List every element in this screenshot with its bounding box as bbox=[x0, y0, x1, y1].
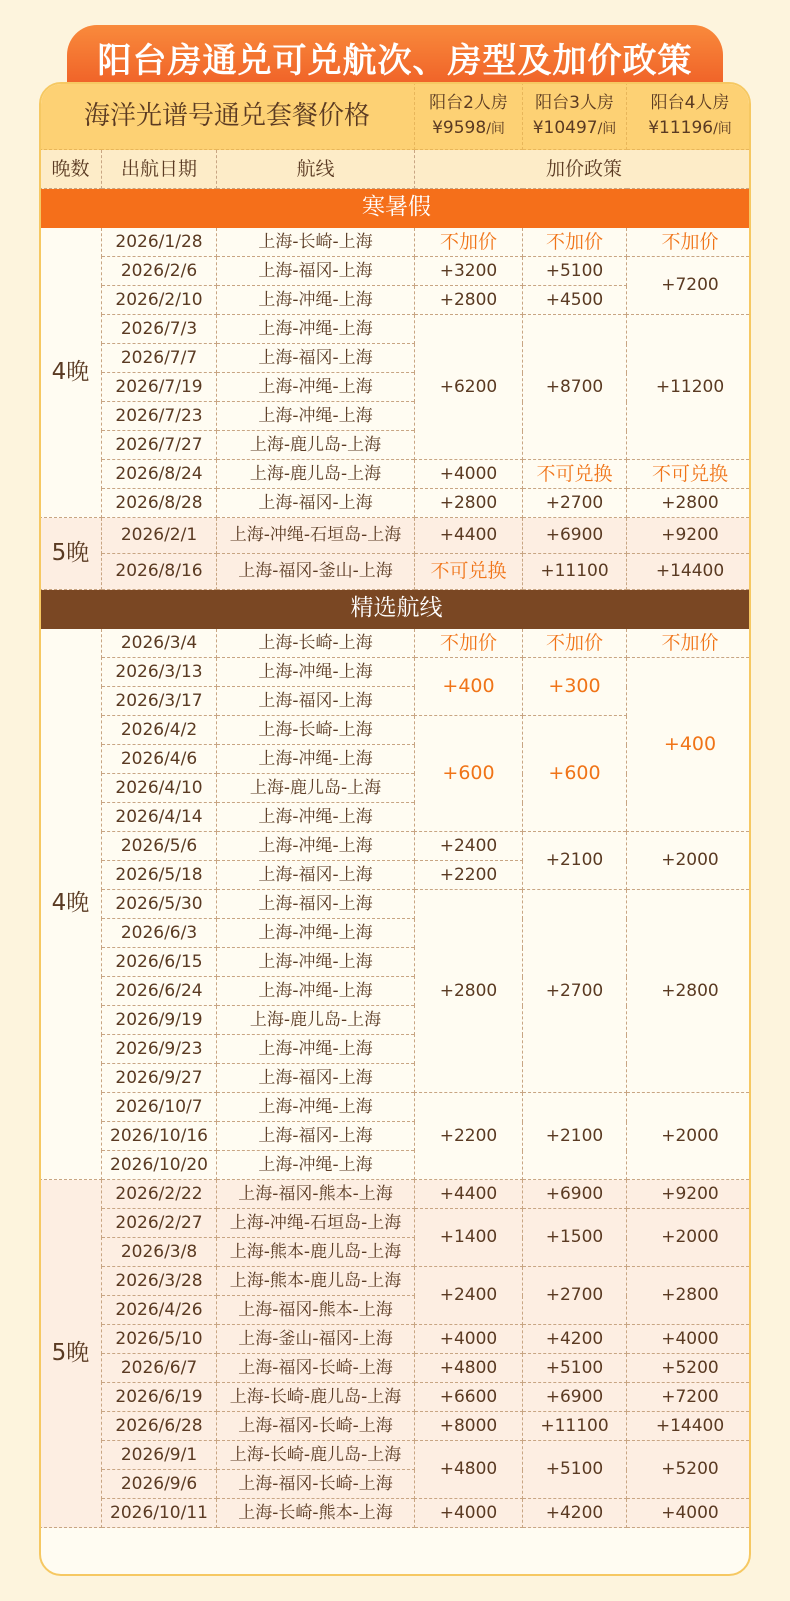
route-cell: 上海-熊本-鹿儿岛-上海 bbox=[217, 1267, 415, 1296]
price-cell: +6900 bbox=[523, 518, 627, 554]
table-row bbox=[40, 460, 752, 489]
header-date: 出航日期 bbox=[102, 150, 217, 189]
price-cell: +2800 bbox=[415, 489, 523, 518]
page-title: 阳台房通兑可兑航次、房型及加价政策 bbox=[97, 41, 693, 81]
price-cell: +2100 bbox=[523, 832, 627, 890]
header-nights: 晚数 bbox=[40, 150, 102, 189]
price-cell: +11100 bbox=[523, 554, 627, 590]
table-row bbox=[40, 257, 752, 286]
date-cell: 2026/10/20 bbox=[102, 1151, 217, 1180]
table-row bbox=[40, 1093, 752, 1122]
date-cell: 2026/9/27 bbox=[102, 1064, 217, 1093]
date-cell: 2026/7/27 bbox=[102, 431, 217, 460]
date-cell: 2026/10/7 bbox=[102, 1093, 217, 1122]
price-cell: 不可兑换 bbox=[523, 460, 627, 489]
route-cell: 上海-冲绳-石垣岛-上海 bbox=[217, 1209, 415, 1238]
date-cell: 2026/4/14 bbox=[102, 803, 217, 832]
route-cell: 上海-福冈-长崎-上海 bbox=[217, 1412, 415, 1441]
price-cell: 不加价 bbox=[627, 629, 752, 658]
price-cell: 不加价 bbox=[523, 228, 627, 257]
date-cell: 2026/4/6 bbox=[102, 745, 217, 774]
price-cell: +8700 bbox=[523, 315, 627, 460]
table-row bbox=[40, 489, 752, 518]
route-cell: 上海-釜山-福冈-上海 bbox=[217, 1325, 415, 1354]
table-row bbox=[40, 1325, 752, 1354]
table-row bbox=[40, 1267, 752, 1296]
price-cell: +4800 bbox=[415, 1441, 523, 1499]
date-cell: 2026/6/24 bbox=[102, 977, 217, 1006]
route-cell: 上海-冲绳-石垣岛-上海 bbox=[217, 518, 415, 554]
date-cell: 2026/5/6 bbox=[102, 832, 217, 861]
nights-cell: 4晚 bbox=[40, 228, 102, 518]
date-cell: 2026/4/10 bbox=[102, 774, 217, 803]
price-cell: +4200 bbox=[523, 1325, 627, 1354]
date-cell: 2026/9/19 bbox=[102, 1006, 217, 1035]
table-row bbox=[40, 658, 752, 687]
date-cell: 2026/1/28 bbox=[102, 228, 217, 257]
price-cell: +6200 bbox=[415, 315, 523, 460]
route-cell: 上海-冲绳-上海 bbox=[217, 803, 415, 832]
route-cell: 上海-福冈-熊本-上海 bbox=[217, 1180, 415, 1209]
price-cell: +2000 bbox=[627, 832, 752, 890]
route-cell: 上海-长崎-上海 bbox=[217, 716, 415, 745]
route-cell: 上海-冲绳-上海 bbox=[217, 832, 415, 861]
date-cell: 2026/8/24 bbox=[102, 460, 217, 489]
table-row bbox=[40, 315, 752, 344]
route-cell: 上海-长崎-上海 bbox=[217, 629, 415, 658]
price-cell: +5200 bbox=[627, 1354, 752, 1383]
price-cell: +14400 bbox=[627, 554, 752, 590]
date-cell: 2026/4/2 bbox=[102, 716, 217, 745]
table-row bbox=[40, 1209, 752, 1238]
price-cell: +2800 bbox=[627, 1267, 752, 1325]
price-cell: +14400 bbox=[627, 1412, 752, 1441]
date-cell: 2026/8/16 bbox=[102, 554, 217, 590]
price-cell: +2400 bbox=[415, 832, 523, 861]
table-row bbox=[40, 890, 752, 919]
section-select: 精选航线 bbox=[40, 590, 752, 629]
route-cell: 上海-长崎-熊本-上海 bbox=[217, 1499, 415, 1528]
date-cell: 2026/3/8 bbox=[102, 1238, 217, 1267]
route-cell: 上海-冲绳-上海 bbox=[217, 745, 415, 774]
date-cell: 2026/7/3 bbox=[102, 315, 217, 344]
date-cell: 2026/2/22 bbox=[102, 1180, 217, 1209]
route-cell: 上海-长崎-鹿儿岛-上海 bbox=[217, 1383, 415, 1412]
date-cell: 2026/2/27 bbox=[102, 1209, 217, 1238]
table-row bbox=[40, 1499, 752, 1528]
price-cell: +2800 bbox=[415, 286, 523, 315]
route-cell: 上海-冲绳-上海 bbox=[217, 373, 415, 402]
route-cell: 上海-冲绳-上海 bbox=[217, 402, 415, 431]
price-cell: +8000 bbox=[415, 1412, 523, 1441]
route-cell: 上海-鹿儿岛-上海 bbox=[217, 774, 415, 803]
price-cell: +4200 bbox=[523, 1499, 627, 1528]
price-cell: +5100 bbox=[523, 1354, 627, 1383]
route-cell: 上海-冲绳-上海 bbox=[217, 658, 415, 687]
price-cell: +4400 bbox=[415, 1180, 523, 1209]
price-cell: +5100 bbox=[523, 257, 627, 286]
package-row bbox=[40, 83, 752, 150]
route-cell: 上海-福冈-上海 bbox=[217, 489, 415, 518]
price-cell: 不可兑换 bbox=[627, 460, 752, 489]
price-cell: 不加价 bbox=[627, 228, 752, 257]
price-cell: +4800 bbox=[415, 1354, 523, 1383]
price-cell: +6900 bbox=[523, 1383, 627, 1412]
price-cell: +11200 bbox=[627, 315, 752, 460]
route-cell: 上海-福冈-上海 bbox=[217, 1122, 415, 1151]
table-row bbox=[40, 1354, 752, 1383]
route-cell: 上海-福冈-长崎-上海 bbox=[217, 1470, 415, 1499]
table-row bbox=[40, 1441, 752, 1470]
route-cell: 上海-福冈-上海 bbox=[217, 890, 415, 919]
price-cell: +2200 bbox=[415, 1093, 523, 1180]
price-cell: +6600 bbox=[415, 1383, 523, 1412]
price-cell: +5200 bbox=[627, 1441, 752, 1499]
table-row bbox=[40, 228, 752, 257]
price-cell: +7200 bbox=[627, 1383, 752, 1412]
date-cell: 2026/10/11 bbox=[102, 1499, 217, 1528]
price-cell: +2000 bbox=[627, 1209, 752, 1267]
price-cell: +2800 bbox=[627, 890, 752, 1093]
route-cell: 上海-福冈-上海 bbox=[217, 257, 415, 286]
price-cell: +9200 bbox=[627, 518, 752, 554]
room-2p: 阳台2人房 ¥9598/间 bbox=[415, 83, 523, 150]
table-row bbox=[40, 518, 752, 554]
price-cell: +2800 bbox=[627, 489, 752, 518]
section-holiday: 寒暑假 bbox=[40, 189, 752, 228]
date-cell: 2026/7/23 bbox=[102, 402, 217, 431]
price-cell: +5100 bbox=[523, 1441, 627, 1499]
route-cell: 上海-福冈-釜山-上海 bbox=[217, 554, 415, 590]
price-cell: +2100 bbox=[523, 1093, 627, 1180]
date-cell: 2026/2/10 bbox=[102, 286, 217, 315]
route-cell: 上海-福冈-长崎-上海 bbox=[217, 1354, 415, 1383]
nights-cell: 5晚 bbox=[40, 1180, 102, 1528]
table-row bbox=[40, 554, 752, 590]
price-cell: +2800 bbox=[415, 890, 523, 1093]
price-cell: +4000 bbox=[415, 460, 523, 489]
table-row bbox=[40, 832, 752, 861]
price-cell: +600 bbox=[415, 716, 523, 832]
route-cell: 上海-鹿儿岛-上海 bbox=[217, 1006, 415, 1035]
date-cell: 2026/3/13 bbox=[102, 658, 217, 687]
price-cell: +2200 bbox=[415, 861, 523, 890]
price-table-card bbox=[39, 82, 751, 1576]
date-cell: 2026/5/10 bbox=[102, 1325, 217, 1354]
price-cell: +4500 bbox=[523, 286, 627, 315]
route-cell: 上海-熊本-鹿儿岛-上海 bbox=[217, 1238, 415, 1267]
price-cell: +11100 bbox=[523, 1412, 627, 1441]
price-table bbox=[39, 82, 751, 1528]
date-cell: 2026/7/7 bbox=[102, 344, 217, 373]
route-cell: 上海-冲绳-上海 bbox=[217, 948, 415, 977]
route-cell: 上海-福冈-上海 bbox=[217, 861, 415, 890]
date-cell: 2026/2/1 bbox=[102, 518, 217, 554]
route-cell: 上海-福冈-上海 bbox=[217, 687, 415, 716]
route-cell: 上海-鹿儿岛-上海 bbox=[217, 460, 415, 489]
date-cell: 2026/7/19 bbox=[102, 373, 217, 402]
price-cell: 不加价 bbox=[415, 228, 523, 257]
price-cell: +4000 bbox=[627, 1499, 752, 1528]
date-cell: 2026/6/3 bbox=[102, 919, 217, 948]
date-cell: 2026/8/28 bbox=[102, 489, 217, 518]
route-cell: 上海-福冈-上海 bbox=[217, 1064, 415, 1093]
price-cell: +1500 bbox=[523, 1209, 627, 1267]
date-cell: 2026/10/16 bbox=[102, 1122, 217, 1151]
price-cell: +7200 bbox=[627, 257, 752, 315]
price-cell: +6900 bbox=[523, 1180, 627, 1209]
route-cell: 上海-福冈-熊本-上海 bbox=[217, 1296, 415, 1325]
route-cell: 上海-福冈-上海 bbox=[217, 344, 415, 373]
price-cell: 不可兑换 bbox=[415, 554, 523, 590]
price-cell: 不加价 bbox=[415, 629, 523, 658]
price-cell: +600 bbox=[523, 716, 627, 832]
date-cell: 2026/5/18 bbox=[102, 861, 217, 890]
price-cell: +300 bbox=[523, 658, 627, 716]
date-cell: 2026/9/23 bbox=[102, 1035, 217, 1064]
route-cell: 上海-冲绳-上海 bbox=[217, 1151, 415, 1180]
route-cell: 上海-长崎-鹿儿岛-上海 bbox=[217, 1441, 415, 1470]
date-cell: 2026/6/28 bbox=[102, 1412, 217, 1441]
room-4p: 阳台4人房 ¥11196/间 bbox=[627, 83, 752, 150]
route-cell: 上海-长崎-上海 bbox=[217, 228, 415, 257]
table-row bbox=[40, 629, 752, 658]
price-cell: +9200 bbox=[627, 1180, 752, 1209]
header-policy: 加价政策 bbox=[415, 150, 752, 189]
price-cell: +4000 bbox=[415, 1325, 523, 1354]
nights-cell: 5晚 bbox=[40, 518, 102, 590]
price-cell: +2000 bbox=[627, 1093, 752, 1180]
price-cell: +4000 bbox=[627, 1325, 752, 1354]
date-cell: 2026/4/26 bbox=[102, 1296, 217, 1325]
price-cell: +400 bbox=[415, 658, 523, 716]
route-cell: 上海-冲绳-上海 bbox=[217, 977, 415, 1006]
package-name: 海洋光谱号通兑套餐价格 bbox=[40, 83, 415, 150]
price-cell: +2700 bbox=[523, 890, 627, 1093]
price-cell: +2700 bbox=[523, 489, 627, 518]
price-cell: +3200 bbox=[415, 257, 523, 286]
price-cell: +1400 bbox=[415, 1209, 523, 1267]
route-cell: 上海-冲绳-上海 bbox=[217, 315, 415, 344]
price-cell: +400 bbox=[627, 658, 752, 832]
table-row bbox=[40, 1383, 752, 1412]
date-cell: 2026/6/19 bbox=[102, 1383, 217, 1412]
date-cell: 2026/9/6 bbox=[102, 1470, 217, 1499]
price-cell: +2700 bbox=[523, 1267, 627, 1325]
date-cell: 2026/3/4 bbox=[102, 629, 217, 658]
room-3p: 阳台3人房 ¥10497/间 bbox=[523, 83, 627, 150]
price-cell: +4000 bbox=[415, 1499, 523, 1528]
date-cell: 2026/6/15 bbox=[102, 948, 217, 977]
price-cell: +2400 bbox=[415, 1267, 523, 1325]
date-cell: 2026/6/7 bbox=[102, 1354, 217, 1383]
date-cell: 2026/3/17 bbox=[102, 687, 217, 716]
route-cell: 上海-冲绳-上海 bbox=[217, 1093, 415, 1122]
price-cell: 不加价 bbox=[523, 629, 627, 658]
route-cell: 上海-冲绳-上海 bbox=[217, 286, 415, 315]
date-cell: 2026/2/6 bbox=[102, 257, 217, 286]
date-cell: 2026/5/30 bbox=[102, 890, 217, 919]
date-cell: 2026/3/28 bbox=[102, 1267, 217, 1296]
route-cell: 上海-冲绳-上海 bbox=[217, 919, 415, 948]
route-cell: 上海-冲绳-上海 bbox=[217, 1035, 415, 1064]
column-header-row bbox=[40, 150, 752, 189]
nights-cell: 4晚 bbox=[40, 629, 102, 1180]
header-route: 航线 bbox=[217, 150, 415, 189]
date-cell: 2026/9/1 bbox=[102, 1441, 217, 1470]
route-cell: 上海-鹿儿岛-上海 bbox=[217, 431, 415, 460]
table-row bbox=[40, 1180, 752, 1209]
table-row bbox=[40, 1412, 752, 1441]
price-cell: +4400 bbox=[415, 518, 523, 554]
